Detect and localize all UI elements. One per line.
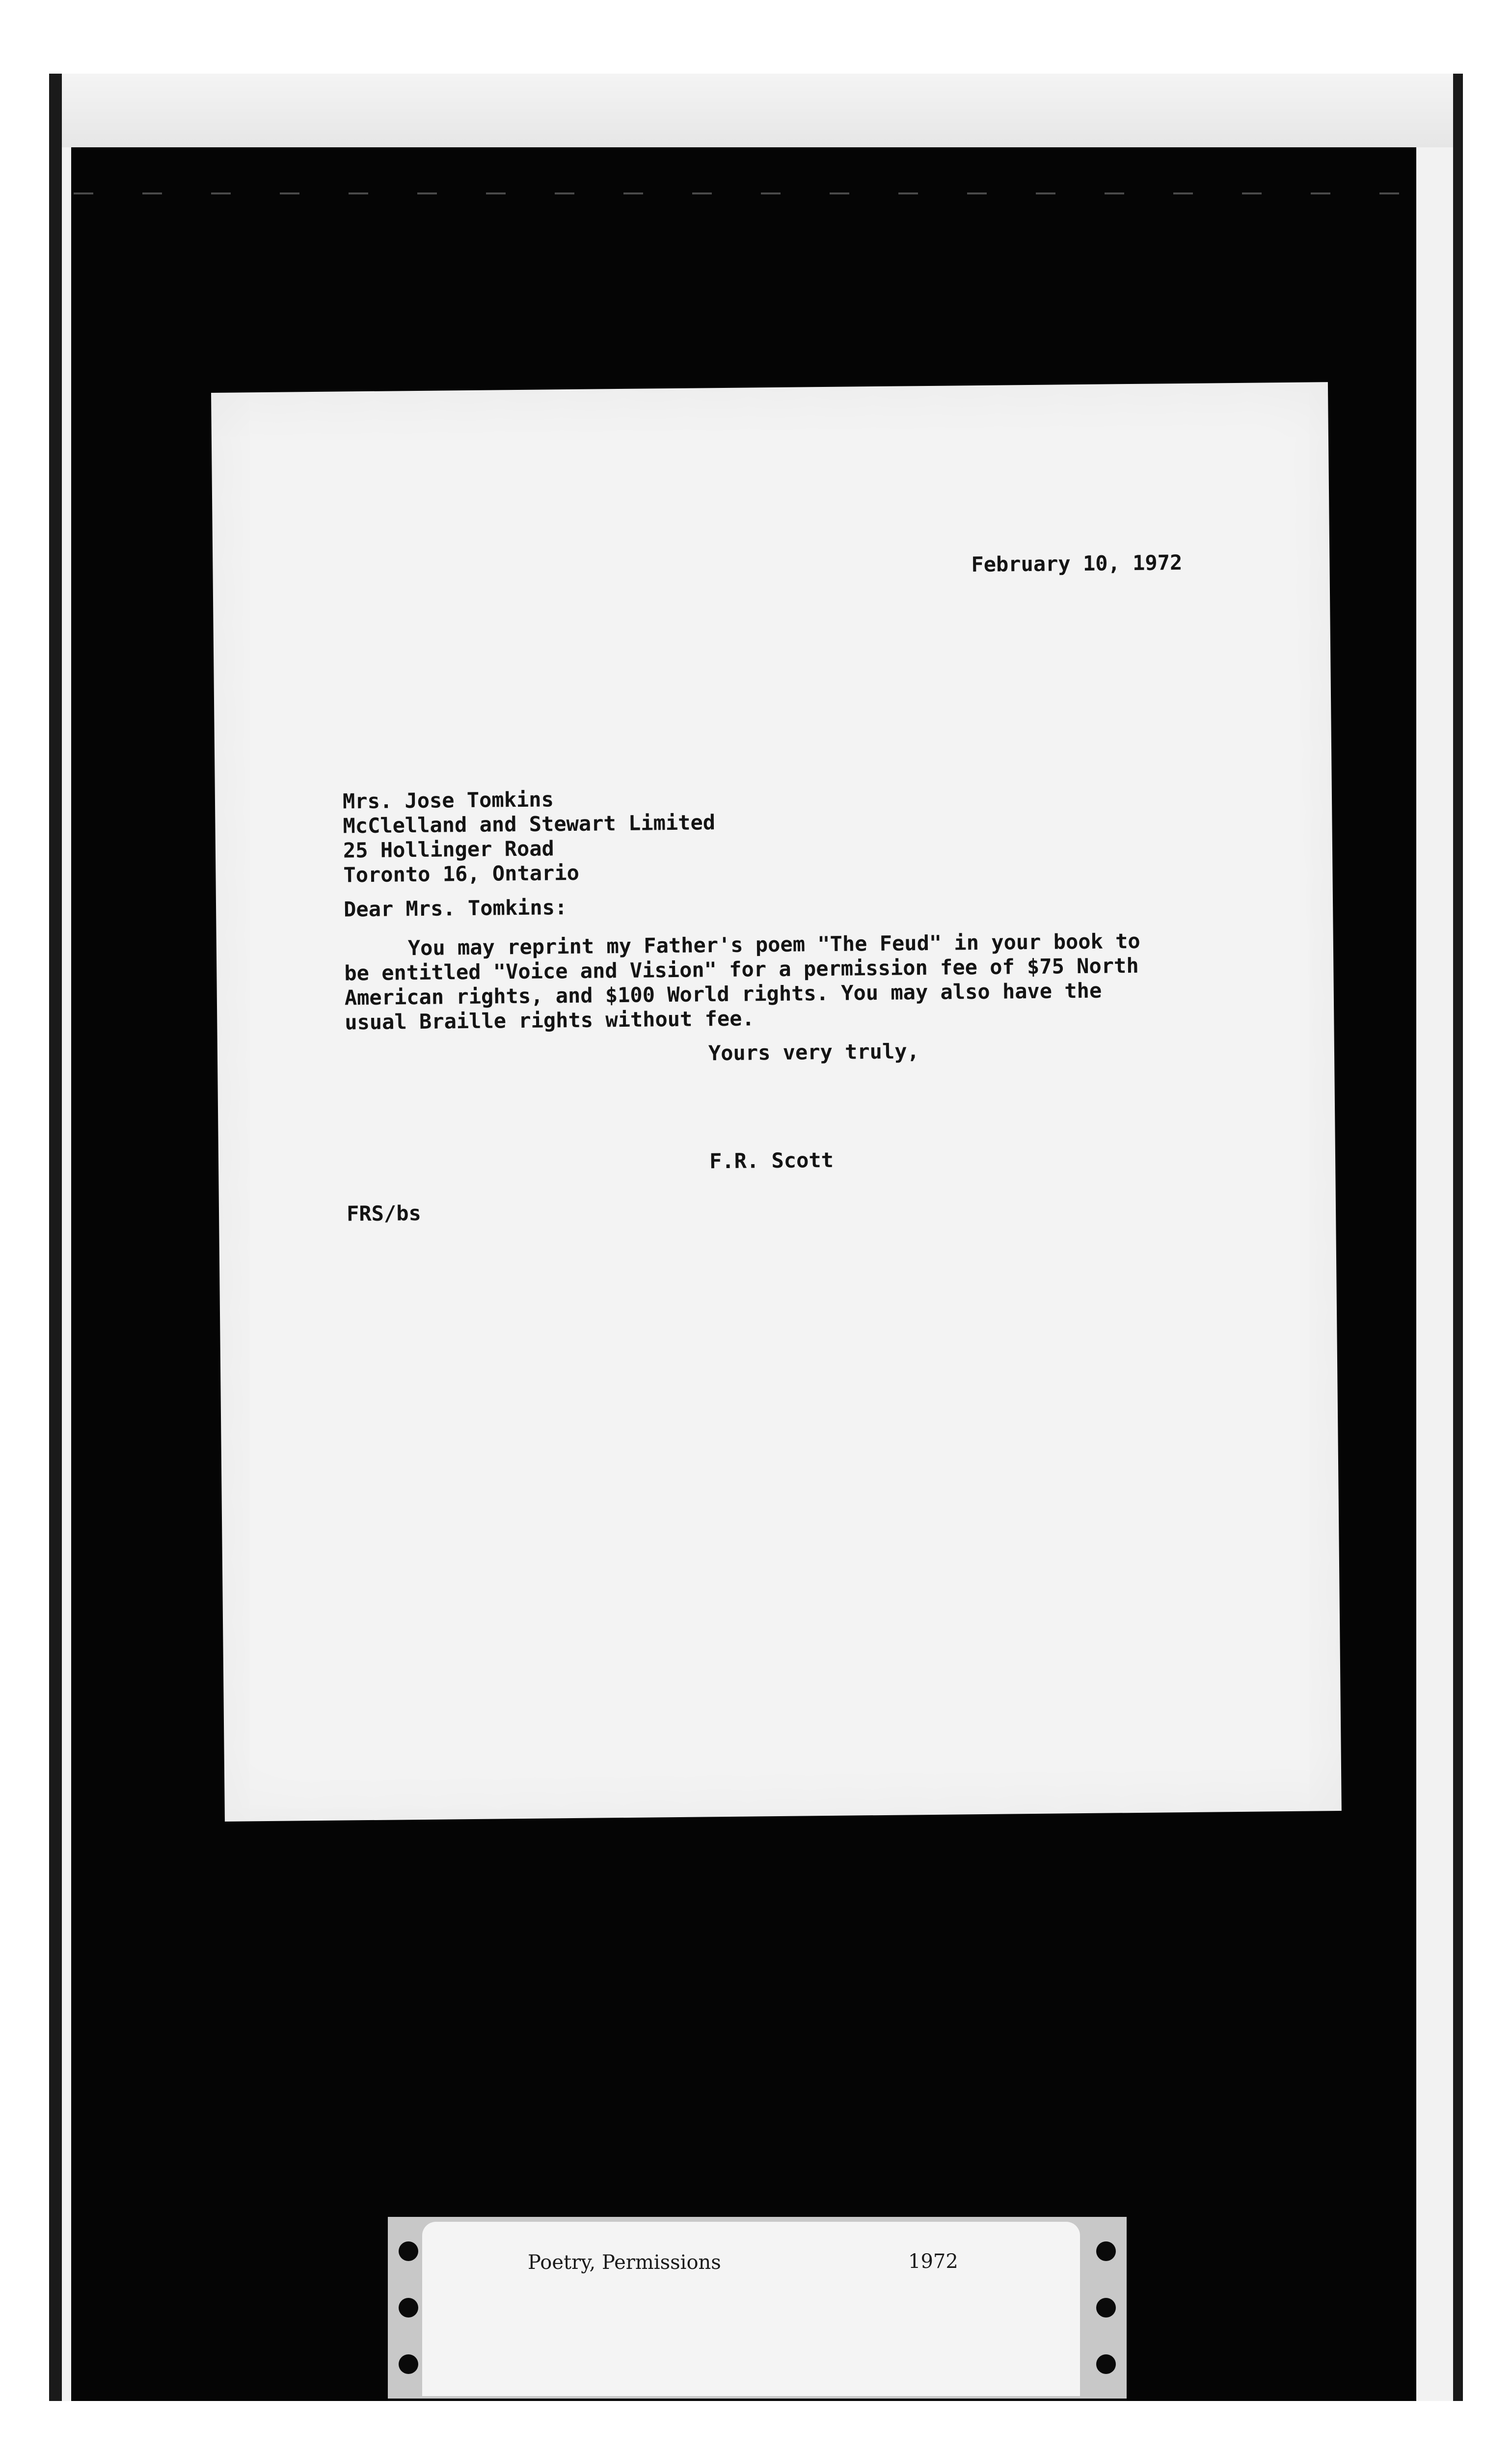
index-card-year: 1972 xyxy=(908,2250,958,2273)
index-card xyxy=(388,2217,1127,2399)
index-card-label-area xyxy=(422,2222,1080,2396)
film-scratch xyxy=(74,192,1399,194)
punch-hole xyxy=(1096,2298,1116,2318)
letter-body-text: You may reprint my Father's poem "The Feud" in your book to be entitled "Voice and Vision" for a permission fee of $75 North American rights, and $100 World rights. You may also have the usual Braille rights without fee. xyxy=(344,928,1140,1035)
punch-hole xyxy=(1096,2241,1116,2261)
recipient-name: Mrs. Jose Tomkins xyxy=(342,787,554,814)
letter-signature: F.R. Scott xyxy=(709,1147,834,1173)
letter-date: February 10, 1972 xyxy=(971,550,1183,577)
punch-hole xyxy=(1096,2354,1116,2374)
recipient-street: 25 Hollinger Road xyxy=(343,836,555,863)
recipient-company: McClelland and Stewart Limited xyxy=(343,810,716,838)
typist-initials: FRS/bs xyxy=(346,1200,422,1226)
letter-salutation: Dear Mrs. Tomkins: xyxy=(343,895,567,922)
punch-hole xyxy=(399,2354,418,2374)
recipient-address xyxy=(343,786,716,887)
film-top-band xyxy=(62,74,1453,147)
letter-sheet xyxy=(211,382,1342,1822)
letter-body xyxy=(344,928,1170,1035)
punch-hole xyxy=(399,2241,418,2261)
punch-hole xyxy=(399,2298,418,2318)
recipient-city: Toronto 16, Ontario xyxy=(343,860,580,887)
letter-closing: Yours very truly, xyxy=(708,1039,920,1065)
index-card-subject: Poetry, Permissions xyxy=(528,2251,721,2274)
